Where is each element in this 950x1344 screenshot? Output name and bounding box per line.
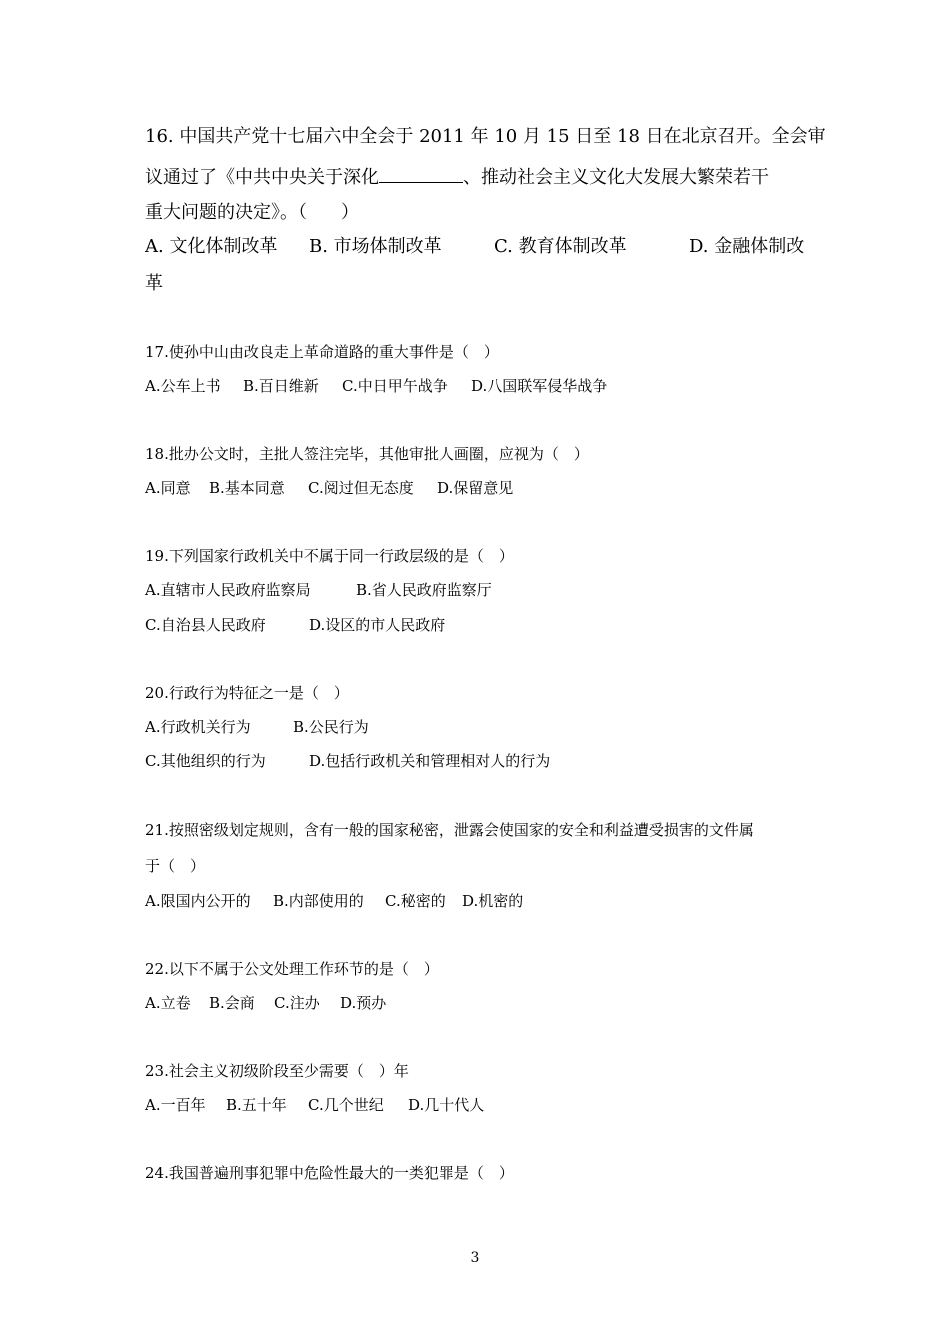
question-19-option-b: B.省人民政府监察厅	[356, 581, 492, 599]
question-18-option-a: A.同意	[145, 479, 191, 497]
question-17-option-b: B.百日维新	[243, 377, 319, 395]
question-16-line-3b: ）	[341, 202, 359, 223]
question-21-option-b: B.内部使用的	[273, 892, 364, 910]
question-16-option-a: A. 文化体制改革	[145, 236, 278, 257]
question-20-stem: 20.行政行为特征之一是（ ）	[145, 684, 349, 702]
question-22-option-b: B.会商	[209, 994, 255, 1012]
question-23-option-c: C.几个世纪	[308, 1096, 384, 1114]
question-19-option-d: D.设区的市人民政府	[309, 616, 446, 634]
question-16-option-d-continued: 革	[145, 273, 163, 294]
question-19-option-a: A.直辖市人民政府监察局	[145, 581, 311, 599]
fill-blank	[379, 166, 463, 183]
question-19-stem: 19.下列国家行政机关中不属于同一行政层级的是（ ）	[145, 547, 514, 565]
question-18-stem: 18.批办公文时，主批人签注完毕，其他审批人画圈，应视为（ ）	[145, 445, 589, 463]
question-16-option-d: D. 金融体制改	[689, 236, 805, 257]
question-22-option-d: D.预办	[340, 994, 387, 1012]
question-18-option-b: B.基本同意	[209, 479, 285, 497]
question-16-line-2b: 、推动社会主义文化大发展大繁荣若干	[463, 167, 769, 188]
question-23-option-a: A.一百年	[145, 1096, 206, 1114]
question-22-option-a: A.立卷	[145, 994, 191, 1012]
question-20-option-c: C.其他组织的行为	[145, 752, 266, 770]
question-23-option-b: B.五十年	[226, 1096, 287, 1114]
question-17-stem: 17.使孙中山由改良走上革命道路的重大事件是（ ）	[145, 343, 499, 361]
question-20-option-b: B.公民行为	[293, 718, 369, 736]
question-16-option-c: C. 教育体制改革	[494, 236, 627, 257]
question-22-option-c: C.注办	[274, 994, 320, 1012]
question-19-option-c: C.自治县人民政府	[145, 616, 266, 634]
question-17-option-c: C.中日甲午战争	[342, 377, 448, 395]
question-22-stem: 22.以下不属于公文处理工作环节的是（ ）	[145, 960, 439, 978]
question-16-line-2	[145, 166, 769, 187]
question-21-stem-continued: 于（ ）	[145, 857, 206, 875]
question-18-option-d: D.保留意见	[437, 479, 514, 497]
question-21-option-a: A.限国内公开的	[145, 892, 251, 910]
question-17-option-a: A.公车上书	[145, 377, 221, 395]
question-16-line-2a: 议通过了《中共中央关于深化	[145, 167, 379, 188]
question-17-option-d: D.八国联军侵华战争	[471, 377, 608, 395]
question-18-option-c: C.阅过但无态度	[308, 479, 414, 497]
question-23-option-d: D.几十代人	[408, 1096, 485, 1114]
question-16-line-3	[145, 204, 359, 222]
question-16-line-3a: 重大问题的决定》。（	[145, 202, 307, 223]
question-23-stem: 23.社会主义初级阶段至少需要（ ）年	[145, 1062, 409, 1080]
question-24-stem: 24.我国普遍刑事犯罪中危险性最大的一类犯罪是（ ）	[145, 1164, 514, 1182]
question-16-option-b: B. 市场体制改革	[309, 236, 442, 257]
question-16-line-1: 16. 中国共产党十七届六中全会于 2011 年 10 月 15 日至 18 日在北京召开。全会审	[145, 126, 826, 147]
question-21-option-d: D.机密的	[462, 892, 524, 910]
question-20-option-d: D.包括行政机关和管理相对人的行为	[309, 752, 551, 770]
question-21-option-c: C.秘密的	[385, 892, 446, 910]
page-number: 3	[470, 1250, 480, 1266]
question-20-option-a: A.行政机关行为	[145, 718, 251, 736]
question-21-stem: 21.按照密级划定规则，含有一般的国家秘密，泄露会使国家的安全和利益遭受损害的文件属	[145, 821, 754, 839]
